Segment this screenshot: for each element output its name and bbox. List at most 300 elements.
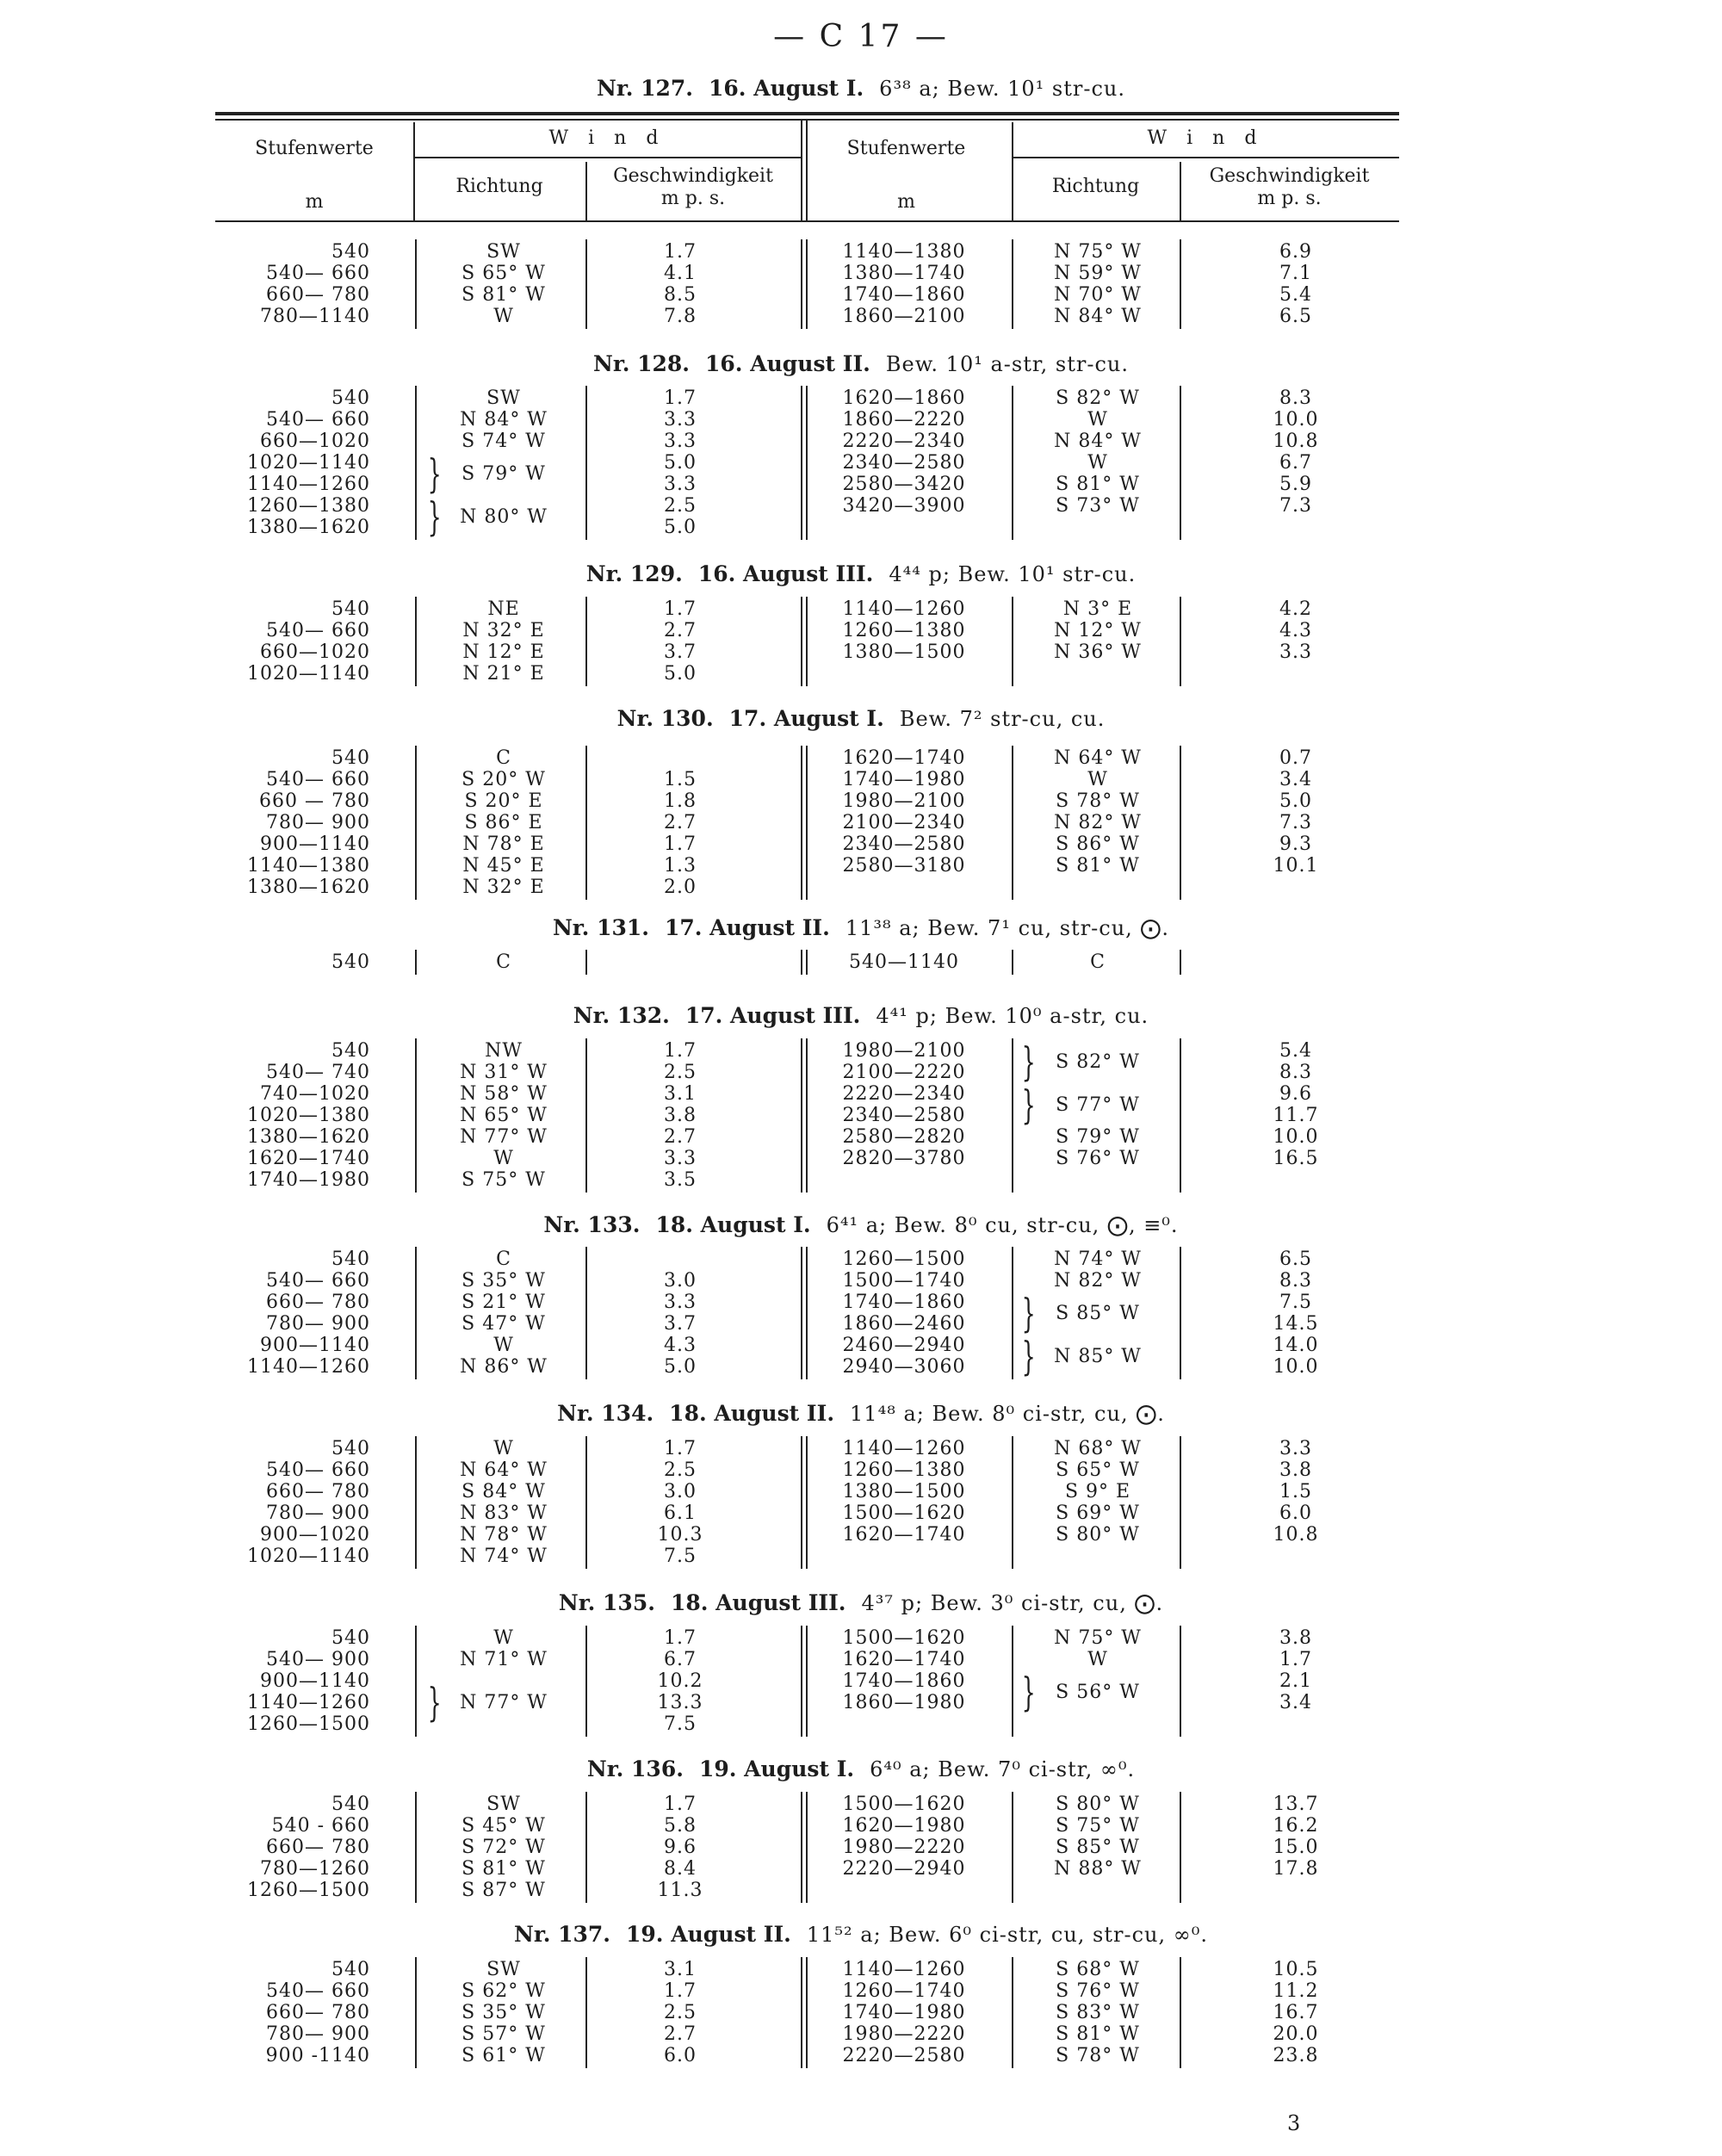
- entry-date: 17. August III.: [684, 1003, 861, 1028]
- unit-m-header: m: [305, 191, 324, 213]
- height-range: 660— 780: [266, 284, 370, 306]
- entry-number: Nr. 128.: [592, 351, 691, 376]
- wind-direction: S 87° W: [461, 1880, 546, 1901]
- wind-speed: 3.8: [664, 1105, 697, 1126]
- height-range: 540: [331, 387, 370, 409]
- column-rule: [585, 1436, 587, 1569]
- wind-speed: 1.3: [664, 855, 697, 877]
- entry-cloud-info: 4³⁷ p; Bew. 3⁰ ci-str, cu, ⨀.: [861, 1591, 1164, 1615]
- geschwindigkeit-header: Geschwindigkeit: [613, 165, 773, 187]
- wind-direction: N 83° W: [460, 1502, 548, 1524]
- height-range: 2220—2340: [842, 1083, 966, 1105]
- merged-direction-row: [0, 506, 1722, 528]
- wind-direction: S 21° W: [461, 1292, 546, 1313]
- wind-direction: S 74° W: [461, 431, 546, 452]
- height-range: 1260—1500: [247, 1713, 370, 1735]
- wind-speed: 4.1: [664, 263, 697, 284]
- wind-speed: 4.2: [1279, 598, 1312, 620]
- column-rule: [801, 119, 808, 220]
- wind-direction: S 85° W: [1056, 1837, 1140, 1858]
- wind-speed: 1.8: [664, 790, 697, 812]
- table-row: [0, 1248, 1722, 1270]
- height-range: 540: [331, 951, 370, 973]
- height-range: 1260—1500: [247, 1880, 370, 1901]
- wind-speed: 10.2: [657, 1670, 703, 1692]
- column-rule: [801, 1957, 808, 2068]
- wind-direction: S 81° W: [461, 1858, 546, 1880]
- wind-speed: 3.3: [1279, 641, 1312, 663]
- wind-speed: 10.5: [1273, 1959, 1319, 1980]
- wind-speed: 14.5: [1273, 1313, 1319, 1335]
- column-rule: [413, 122, 415, 220]
- height-range: 2940—3060: [842, 1356, 966, 1378]
- wind-speed: 11.2: [1273, 1980, 1319, 2002]
- height-range: 1740—1980: [842, 769, 966, 790]
- entry-title: [0, 1590, 1722, 1615]
- wind-direction: N 77° W: [460, 1692, 548, 1713]
- wind-direction: S 86° W: [1056, 833, 1140, 855]
- column-rule: [1012, 597, 1013, 686]
- wind-speed: 7.3: [1279, 495, 1312, 517]
- table-row: [0, 2002, 1722, 2023]
- wind-speed: 1.7: [664, 1438, 697, 1459]
- table-row: [0, 855, 1722, 877]
- wind-direction: S 20° W: [461, 769, 546, 790]
- column-rule: [1180, 1038, 1181, 1193]
- height-range: 540: [331, 747, 370, 769]
- table-row: [0, 1837, 1722, 1858]
- wind-speed: 1.7: [664, 1040, 697, 1062]
- height-range: 540: [331, 1438, 370, 1459]
- entry-title: [0, 706, 1722, 731]
- wind-direction: N 64° W: [1054, 747, 1142, 769]
- wind-direction: N 77° W: [460, 1126, 548, 1148]
- table-row: [0, 1481, 1722, 1502]
- height-range: 660—1020: [260, 641, 370, 663]
- column-rule: [415, 239, 417, 329]
- height-range: 780— 900: [266, 812, 370, 833]
- height-range: 1500—1620: [842, 1627, 966, 1649]
- table-row: [0, 306, 1722, 327]
- wind-direction: N 84° W: [460, 409, 548, 431]
- wind-direction: SW: [486, 241, 521, 263]
- wind-speed: 6.9: [1279, 241, 1312, 263]
- entry-number: Nr. 137.: [513, 1922, 611, 1947]
- height-range: 1740—1980: [247, 1169, 370, 1191]
- height-range: 540— 660: [266, 620, 370, 641]
- wind-direction: C: [496, 1248, 511, 1270]
- wind-speed: 2.7: [664, 2023, 697, 2045]
- wind-direction: N 70° W: [1054, 284, 1142, 306]
- wind-speed: 3.0: [664, 1270, 697, 1292]
- merged-direction-row: [0, 463, 1722, 485]
- wind-direction: C: [496, 747, 511, 769]
- wind-speed: 1.7: [664, 387, 697, 409]
- column-rule: [1180, 950, 1181, 975]
- table-row: [0, 1502, 1722, 1524]
- column-rule: [415, 1436, 417, 1569]
- column-rule: [585, 1038, 587, 1193]
- height-range: 1020—1140: [247, 1546, 370, 1567]
- table-row: [0, 1980, 1722, 2002]
- column-rule: [1012, 386, 1013, 540]
- wind-speed: 6.7: [1279, 452, 1312, 474]
- entry-number: Nr. 134.: [557, 1401, 654, 1426]
- wind-speed: 23.8: [1273, 2045, 1319, 2066]
- column-rule: [585, 1957, 587, 2068]
- wind-direction: N 86° W: [460, 1356, 548, 1378]
- page-number: 3: [1287, 2111, 1301, 2135]
- entry-number: Nr. 133.: [543, 1212, 641, 1237]
- column-rule: [801, 239, 808, 329]
- wind-speed: 6.0: [664, 2045, 697, 2066]
- wind-direction: S 78° W: [1056, 790, 1140, 812]
- height-range: 1740—1860: [842, 1292, 966, 1313]
- height-range: 540: [331, 241, 370, 263]
- merge-brace: }: [1021, 1081, 1036, 1128]
- wind-speed: 9.3: [1279, 833, 1312, 855]
- table-row: [0, 1438, 1722, 1459]
- height-range: 780—1260: [260, 1858, 370, 1880]
- column-rule: [1180, 162, 1181, 220]
- column-rule: [415, 746, 417, 900]
- column-rule: [415, 1626, 417, 1737]
- wind-direction: S 85° W: [1056, 1302, 1140, 1324]
- table-row: [0, 747, 1722, 769]
- wind-speed: 5.0: [664, 517, 697, 538]
- wind-direction: S 72° W: [461, 1837, 546, 1858]
- wind-speed: 8.3: [1279, 387, 1312, 409]
- column-rule: [585, 1247, 587, 1379]
- merged-direction-row: [0, 1346, 1722, 1367]
- height-range: 1620—1740: [247, 1148, 370, 1169]
- wind-speed: 2.7: [664, 620, 697, 641]
- height-range: 2220—2580: [842, 2045, 966, 2066]
- height-range: 1620—1980: [842, 1815, 966, 1837]
- entry-date: 18. August III.: [670, 1590, 846, 1615]
- table-row: [0, 1794, 1722, 1815]
- wind-direction: S 65° W: [461, 263, 546, 284]
- wind-speed: 17.8: [1273, 1858, 1319, 1880]
- height-range: 660— 780: [266, 1837, 370, 1858]
- wind-speed: 8.4: [664, 1858, 697, 1880]
- height-range: 2340—2580: [842, 1105, 966, 1126]
- unit-mps-header: m p. s.: [660, 188, 726, 209]
- entry-number: Nr. 129.: [585, 561, 683, 586]
- wind-speed: 2.0: [664, 877, 697, 898]
- wind-speed: 10.8: [1273, 1524, 1319, 1546]
- wind-speed: 2.7: [664, 1126, 697, 1148]
- wind-speed: 5.0: [664, 1356, 697, 1378]
- column-rule: [1012, 239, 1013, 329]
- height-range: 540— 660: [266, 1270, 370, 1292]
- wind-speed: 1.7: [664, 1794, 697, 1815]
- entry-cloud-info: 11⁴⁸ a; Bew. 8⁰ ci-str, cu, ⨀.: [850, 1402, 1165, 1426]
- wind-speed: 10.0: [1273, 1356, 1319, 1378]
- height-range: 2220—2940: [842, 1858, 966, 1880]
- wind-direction: S 79° W: [461, 462, 546, 485]
- wind-direction: SW: [486, 1959, 521, 1980]
- table-row: [0, 1126, 1722, 1148]
- page-header: — C 17 —: [773, 19, 949, 54]
- table-row: [0, 951, 1722, 973]
- wind-direction: N 85° W: [1054, 1345, 1142, 1367]
- wind-direction: N 31° W: [460, 1062, 548, 1083]
- entry-cloud-info: 6⁴¹ a; Bew. 8⁰ cu, str-cu, ⨀, ≡⁰.: [826, 1213, 1179, 1237]
- wind-direction: S 81° W: [461, 284, 546, 306]
- wind-direction: S 77° W: [1056, 1093, 1140, 1116]
- wind-speed: 6.0: [1279, 1502, 1312, 1524]
- wind-direction: N 36° W: [1054, 641, 1142, 663]
- table-row: [0, 663, 1722, 685]
- height-range: 540: [331, 1959, 370, 1980]
- wind-speed: 3.7: [664, 641, 697, 663]
- column-rule: [801, 1038, 808, 1193]
- wind-speed: 6.1: [664, 1502, 697, 1524]
- table-row: [0, 1270, 1722, 1292]
- wind-direction: W: [493, 1627, 514, 1649]
- entry-cloud-info: 4⁴¹ p; Bew. 10⁰ a-str, cu.: [876, 1004, 1149, 1028]
- height-range: 540— 660: [266, 769, 370, 790]
- entry-date: 17. August I.: [728, 706, 884, 731]
- height-range: 1980—2100: [842, 1040, 966, 1062]
- entry-title: [0, 1922, 1722, 1947]
- table-row: [0, 409, 1722, 431]
- wind-direction: S 56° W: [1056, 1681, 1140, 1703]
- column-rule: [415, 1792, 417, 1903]
- merge-brace: }: [1021, 1332, 1036, 1379]
- wind-speed: 2.7: [664, 812, 697, 833]
- wind-direction: S 79° W: [1056, 1126, 1140, 1148]
- entry-title: [0, 1401, 1722, 1426]
- wind-speed: 5.4: [1279, 1040, 1312, 1062]
- height-range: 660— 780: [266, 2002, 370, 2023]
- table-row: [0, 387, 1722, 409]
- column-rule: [1012, 1247, 1013, 1379]
- wind-speed: 1.7: [664, 1980, 697, 2002]
- height-range: 540: [331, 1248, 370, 1270]
- wind-speed: 7.5: [664, 1713, 697, 1735]
- height-range: 660— 780: [266, 1292, 370, 1313]
- height-range: 1740—1980: [842, 2002, 966, 2023]
- wind-speed: 1.7: [1279, 1649, 1312, 1670]
- merge-brace: }: [427, 449, 442, 497]
- table-row: [0, 833, 1722, 855]
- column-rule: [1012, 1626, 1013, 1737]
- wind-speed: 16.2: [1273, 1815, 1319, 1837]
- wind-direction: N 82° W: [1054, 1270, 1142, 1292]
- height-range: 1620—1740: [842, 1649, 966, 1670]
- wind-speed: 10.1: [1273, 855, 1319, 877]
- wind-direction: N 74° W: [460, 1546, 548, 1567]
- wind-speed: 5.9: [1279, 474, 1312, 495]
- column-rule: [585, 950, 587, 975]
- height-range: 1260—1740: [842, 1980, 966, 2002]
- wind-speed: 3.3: [664, 409, 697, 431]
- wind-speed: 10.0: [1273, 409, 1319, 431]
- wind-speed: 1.5: [664, 769, 697, 790]
- wind-direction: SW: [486, 387, 521, 409]
- height-range: 540—1140: [849, 951, 959, 973]
- wind-speed: 3.3: [664, 1292, 697, 1313]
- height-range: 540: [331, 1040, 370, 1062]
- wind-speed: 1.7: [664, 598, 697, 620]
- unit-m-header: m: [897, 191, 915, 213]
- height-range: 540— 740: [266, 1062, 370, 1083]
- height-range: 2340—2580: [842, 833, 966, 855]
- wind-speed: 3.5: [664, 1169, 697, 1191]
- wind-direction: N 45° E: [462, 855, 545, 877]
- table-row: [0, 812, 1722, 833]
- height-range: 1260—1500: [842, 1248, 966, 1270]
- stufenwerte-header: Stufenwerte: [255, 138, 374, 159]
- wind-speed: 16.5: [1273, 1148, 1319, 1169]
- column-rule: [1012, 122, 1013, 220]
- column-rule: [415, 950, 417, 975]
- wind-speed: 7.1: [1279, 263, 1312, 284]
- wind-subrule: [1012, 157, 1399, 158]
- wind-direction: N 32° E: [462, 877, 545, 898]
- wind-speed: 16.7: [1273, 2002, 1319, 2023]
- height-range: 900—1140: [260, 1670, 370, 1692]
- table-row: [0, 1880, 1722, 1901]
- column-rule: [415, 386, 417, 540]
- wind-speed: 2.1: [1279, 1670, 1312, 1692]
- height-range: 540: [331, 598, 370, 620]
- wind-direction: S 78° W: [1056, 2045, 1140, 2066]
- column-rule: [801, 746, 808, 900]
- wind-direction: NW: [485, 1040, 523, 1062]
- merged-direction-row: [0, 1682, 1722, 1703]
- column-rule: [1180, 1957, 1181, 2068]
- height-range: 660—1020: [260, 431, 370, 452]
- height-range: 2100—2220: [842, 1062, 966, 1083]
- height-range: 540: [331, 1794, 370, 1815]
- wind-speed: 5.8: [664, 1815, 697, 1837]
- table-row: [0, 263, 1722, 284]
- wind-direction: S 80° W: [1056, 1524, 1140, 1546]
- table-row: [0, 1713, 1722, 1735]
- table-row: [0, 1858, 1722, 1880]
- table-row: [0, 1524, 1722, 1546]
- column-rule: [585, 386, 587, 540]
- height-range: 540— 660: [266, 409, 370, 431]
- table-row: [0, 877, 1722, 898]
- height-range: 1380—1620: [247, 1126, 370, 1148]
- column-rule: [801, 950, 808, 975]
- entry-number: Nr. 135.: [558, 1590, 655, 1615]
- height-range: 740—1020: [260, 1083, 370, 1105]
- wind-direction: S 76° W: [1056, 1148, 1140, 1169]
- entry-date: 19. August I.: [698, 1756, 855, 1781]
- wind-direction: N 75° W: [1054, 1627, 1142, 1649]
- wind-direction: N 88° W: [1054, 1858, 1142, 1880]
- merge-brace: }: [1021, 1289, 1036, 1336]
- unit-mps-header: m p. s.: [1257, 188, 1322, 209]
- height-range: 1860—2220: [842, 409, 966, 431]
- wind-speed: 6.5: [1279, 1248, 1312, 1270]
- height-range: 2580—3180: [842, 855, 966, 877]
- column-rule: [801, 1626, 808, 1737]
- wind-speed: 11.3: [657, 1880, 703, 1901]
- wind-speed: 2.5: [664, 495, 697, 517]
- entry-date: 18. August II.: [669, 1401, 835, 1426]
- wind-direction: N 65° W: [460, 1105, 548, 1126]
- table-row: [0, 241, 1722, 263]
- wind-speed: 13.7: [1273, 1794, 1319, 1815]
- column-rule: [1012, 950, 1013, 975]
- wind-direction: W: [1087, 409, 1108, 431]
- height-range: 2340—2580: [842, 452, 966, 474]
- wind-direction: W: [493, 1438, 514, 1459]
- wind-direction: C: [1090, 951, 1106, 973]
- height-range: 900—1020: [260, 1524, 370, 1546]
- height-range: 540— 900: [266, 1649, 370, 1670]
- column-rule: [1180, 1792, 1181, 1903]
- wind-speed: 7.3: [1279, 812, 1312, 833]
- wind-speed: 10.0: [1273, 1126, 1319, 1148]
- wind-direction: N 21° E: [462, 663, 545, 685]
- wind-speed: 2.5: [664, 1459, 697, 1481]
- table-row: [0, 598, 1722, 620]
- entry-title: [0, 1756, 1722, 1781]
- wind-speed: 10.8: [1273, 431, 1319, 452]
- wind-direction: N 64° W: [460, 1459, 548, 1481]
- height-range: 1020—1140: [247, 663, 370, 685]
- wind-speed: 7.5: [1279, 1292, 1312, 1313]
- wind-speed: 3.1: [664, 1959, 697, 1980]
- height-range: 1380—1620: [247, 517, 370, 538]
- height-range: 1380—1740: [842, 263, 966, 284]
- wind-speed: 3.3: [664, 1148, 697, 1169]
- table-row: [0, 284, 1722, 306]
- height-range: 1500—1740: [842, 1270, 966, 1292]
- entry-date: 18. August I.: [655, 1212, 811, 1237]
- column-rule: [801, 597, 808, 686]
- height-range: 540: [331, 1627, 370, 1649]
- table-row: [0, 769, 1722, 790]
- wind-speed: 8.3: [1279, 1270, 1312, 1292]
- wind-direction: N 12° W: [1054, 620, 1142, 641]
- table-row: [0, 1459, 1722, 1481]
- wind-direction: W: [493, 306, 514, 327]
- height-range: 1980—2100: [842, 790, 966, 812]
- entry-cloud-info: 11⁵² a; Bew. 6⁰ ci-str, cu, str-cu, ∞⁰.: [806, 1923, 1208, 1947]
- stufenwerte-header: Stufenwerte: [846, 138, 966, 159]
- wind-direction: W: [493, 1148, 514, 1169]
- entry-cloud-info: Bew. 7² str-cu, cu.: [899, 707, 1106, 731]
- column-rule: [1012, 1957, 1013, 2068]
- wind-speed: 11.7: [1273, 1105, 1319, 1126]
- column-rule: [415, 1038, 417, 1193]
- wind-speed: 3.1: [664, 1083, 697, 1105]
- height-range: 1140—1260: [247, 1692, 370, 1713]
- wind-direction: N 59° W: [1054, 263, 1142, 284]
- wind-speed: 6.5: [1279, 306, 1312, 327]
- wind-direction: S 62° W: [461, 1980, 546, 2002]
- wind-direction: S 76° W: [1056, 1980, 1140, 2002]
- column-rule: [801, 386, 808, 540]
- wind-direction: N 68° W: [1054, 1438, 1142, 1459]
- height-range: 1620—1860: [842, 387, 966, 409]
- wind-speed: 15.0: [1273, 1837, 1319, 1858]
- entry-title: [0, 1003, 1722, 1028]
- column-rule: [1180, 1436, 1181, 1569]
- wind-speed: 0.7: [1279, 747, 1312, 769]
- column-rule: [1012, 1436, 1013, 1569]
- height-range: 1140—1380: [247, 855, 370, 877]
- wind-speed: 1.5: [1279, 1481, 1312, 1502]
